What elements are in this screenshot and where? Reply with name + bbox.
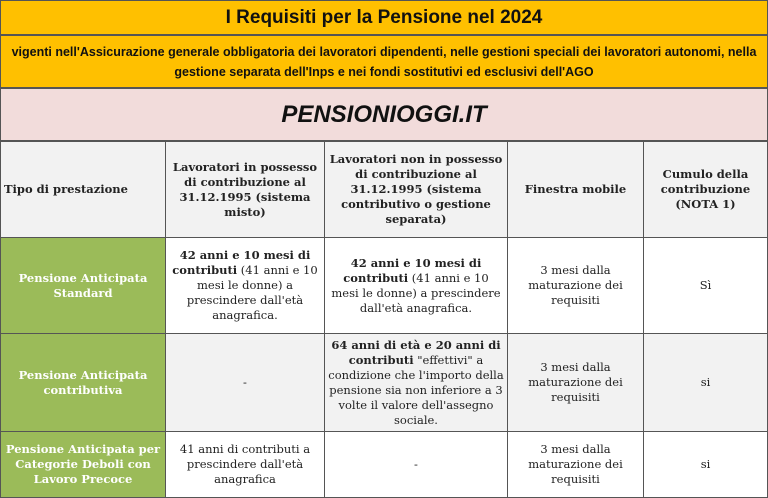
cell-text: (41 anni e 10 mesi le donne) a prescindere dall'età anagrafica. [331,270,501,315]
table-row [1,432,768,498]
contributory-system-cell [325,432,508,498]
contributory-system-cell [325,334,508,432]
table-row [1,238,768,334]
cell-text: - [414,457,418,471]
cumulation-cell: si [644,334,768,432]
header-cell: Tipo di prestazione [1,142,166,238]
cell-text: 41 anni di contributi a prescindere dall'età anagrafica [179,442,311,486]
contributory-system-cell [325,238,508,334]
bold-text: 42 anni e 10 mesi di contributi [343,255,482,285]
table-header-row [1,142,768,238]
benefit-type-cell: Pensione Anticipata contributiva [1,334,166,432]
window-cell: 3 mesi dalla maturazione dei requisiti [508,238,644,334]
subtitle: vigenti nell'Assicurazione generale obbligatoria dei lavoratori dipendenti, nelle gestioni speciali dei lavoratori autonomi, nella gestione separata dell'Inps e nei fondi sostitutivi ed esclusivi dell'AGO [0,35,768,88]
mixed-system-cell [166,238,325,334]
page-title: I Requisiti per la Pensione nel 2024 [0,0,768,35]
window-cell: 3 mesi dalla maturazione dei requisiti [508,334,644,432]
cumulation-cell: si [644,432,768,498]
cumulation-cell: Sì [644,238,768,334]
header-cell: Cumulo della contribuzione (NOTA 1) [644,142,768,238]
header-cell: Lavoratori non in possesso di contribuzione al 31.12.1995 (sistema contributivo o gestione separata) [325,142,508,238]
cell-text: - [243,375,247,389]
header-cell: Lavoratori in possesso di contribuzione al 31.12.1995 (sistema misto) [166,142,325,238]
mixed-system-cell [166,432,325,498]
bold-text: 42 anni e 10 mesi di contributi [172,248,311,277]
cell-text: (41 anni e 10 mesi le donne) a prescindere dall'età anagrafica. [186,263,318,322]
cell-text: "effettivi" a condizione che l'importo della pensione sia non inferiore a 3 volte il valore dell'assegno sociale. [328,352,504,427]
benefit-type-cell: Pensione Anticipata Standard [1,238,166,334]
window-cell: 3 mesi dalla maturazione dei requisiti [508,432,644,498]
header-cell: Finestra mobile [508,142,644,238]
bold-text: 64 anni di età e 20 anni di contributi [331,337,501,367]
table-row [1,334,768,432]
requirements-table [0,141,768,498]
benefit-type-cell: Pensione Anticipata per Categorie Deboli con Lavoro Precoce [1,432,166,498]
brand-logo-text: PENSIONIOGGI.IT [0,88,768,141]
mixed-system-cell [166,334,325,432]
